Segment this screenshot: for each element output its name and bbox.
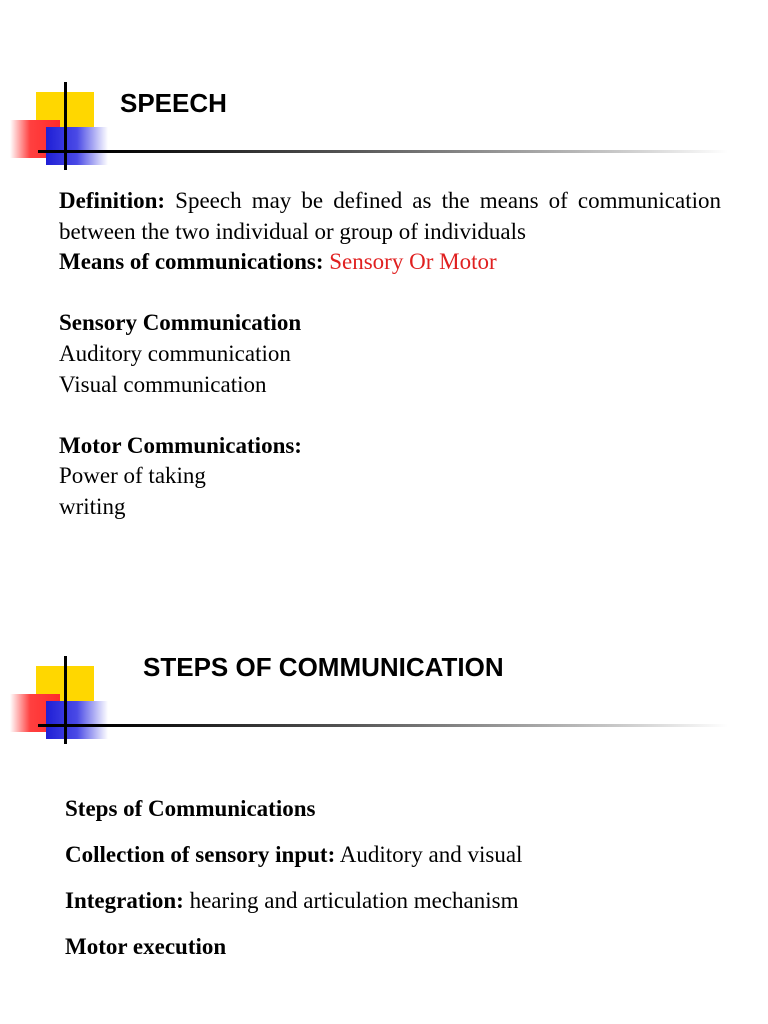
motor-item: writing [59, 493, 126, 519]
step-collection [65, 840, 725, 870]
sensory-item: Visual communication [59, 371, 267, 397]
motor-heading: Motor Communications: [59, 432, 302, 458]
integration-label: Integration: [65, 888, 184, 913]
sensory-heading: Sensory Communication [59, 310, 302, 336]
steps-list [65, 794, 725, 978]
sensory-item: Auditory communication [59, 340, 291, 366]
blue-square [46, 701, 108, 739]
slide-body [59, 186, 721, 523]
definition-paragraph [59, 186, 721, 247]
collection-label: Collection of sensory input: [65, 842, 336, 867]
collection-value: Auditory and visual [339, 842, 523, 867]
slide-decoration [10, 656, 110, 746]
step-integration [65, 886, 725, 916]
vertical-rule [64, 656, 67, 744]
means-label: Means of communications: [59, 249, 324, 275]
step-motor-execution: Motor execution [65, 934, 227, 959]
slide-decoration [10, 82, 110, 172]
title-underline [38, 150, 728, 153]
slide-steps [0, 580, 768, 1024]
steps-heading: Steps of Communications [65, 796, 316, 821]
slide-title: SPEECH [120, 88, 227, 118]
integration-value: hearing and articulation mechanism [189, 888, 519, 913]
means-line [59, 247, 721, 278]
vertical-rule [64, 82, 67, 170]
slide-title: STEPS OF COMMUNICATION [143, 652, 504, 682]
definition-label: Definition: [59, 188, 166, 213]
means-value: Sensory Or Motor [329, 249, 497, 275]
title-underline [38, 724, 728, 727]
motor-item: Power of taking [59, 463, 206, 489]
blue-square [46, 127, 108, 165]
definition-text: Speech may be defined as the means of communication between the two individual or group of individuals [59, 188, 721, 244]
